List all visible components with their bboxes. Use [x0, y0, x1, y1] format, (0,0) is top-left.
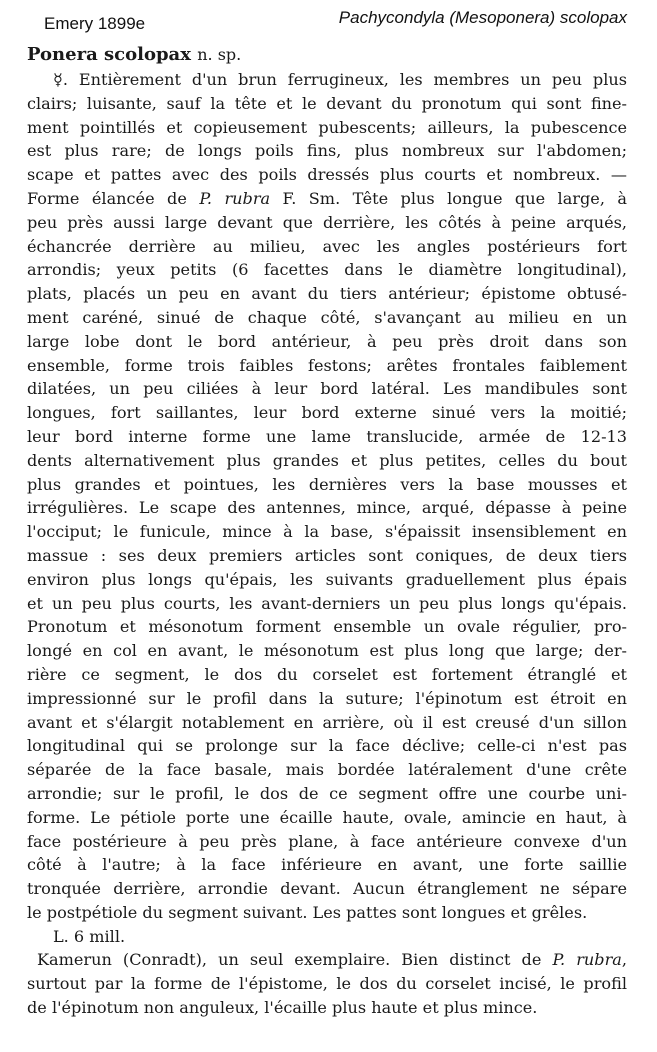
- text-line: ment pointillés et copieusement pubescents; ailleurs, la pubescence: [27, 117, 627, 137]
- text-line: et un peu plus courts, les avant-derniers un peu plus longs qu'épais.: [27, 593, 627, 613]
- description-paragraph: [27, 68, 627, 925]
- text-line: dents alternativement plus grandes et plus petites, celles du bout: [27, 450, 627, 470]
- text-line: tronquée derrière, arrondie devant. Aucun étranglement ne sépare: [27, 879, 627, 899]
- text-line: massue : ses deux premiers articles sont coniques, de deux tiers: [27, 545, 627, 565]
- text-line: plats, placés un peu en avant du tiers antérieur; épistome obtusé-: [27, 284, 627, 304]
- taxon-label: Pachycondyla (Mesoponera) scolopax: [338, 8, 627, 27]
- text-line: large lobe dont le bord antérieur, à peu près droit dans son: [27, 331, 627, 351]
- species-name: Ponera scolopax: [27, 44, 191, 65]
- text-line: échancrée derrière au milieu, avec les angles postérieurs fort: [27, 236, 627, 256]
- text-line: Kamerun (Conradt), un seul exemplaire. Bien distinct de P. rubra,: [37, 950, 627, 970]
- text-line: impressionné sur le profil dans la suture; l'épinotum est étroit en: [27, 688, 627, 708]
- document-body: [27, 42, 627, 1020]
- citation-label: Emery 1899e: [44, 14, 146, 33]
- closing-paragraph: [27, 948, 627, 1019]
- text-line: peu près aussi large devant que derrière, les côtés à peine arqués,: [27, 212, 627, 232]
- text-line: rière ce segment, le dos du corselet est fortement étranglé et: [27, 664, 627, 684]
- species-suffix: n. sp.: [197, 45, 242, 64]
- text-line: Forme élancée de P. rubra F. Sm. Tête plus longue que large, à: [27, 188, 627, 208]
- text-line: avant et s'élargit notablement en arrière, où il est creusé d'un sillon: [27, 712, 627, 732]
- text-line: environ plus longs qu'épais, les suivants graduellement plus épais: [27, 569, 627, 589]
- text-line: de l'épinotum non anguleux, l'écaille plus haute et plus mince.: [27, 998, 538, 1018]
- text-line: forme. Le pétiole porte une écaille haute, ovale, amincie en haut, à: [27, 807, 627, 827]
- text-line: le postpétiole du segment suivant. Les pattes sont longues et grêles.: [27, 902, 588, 922]
- text-line: ment caréné, sinué de chaque côté, s'avançant au milieu en un: [27, 307, 627, 327]
- text-line: arrondis; yeux petits (6 facettes dans le diamètre longitudinal),: [27, 260, 627, 280]
- text-line: ensemble, forme trois faibles festons; arêtes frontales faiblement: [27, 355, 627, 375]
- text-line: longé en col en avant, le mésonotum est plus long que large; der-: [27, 641, 627, 661]
- text-line: séparée de la face basale, mais bordée latéralement d'une crête: [27, 760, 627, 780]
- text-line: côté à l'autre; à la face inférieure en avant, une forte saillie: [27, 855, 627, 875]
- text-line: longues, fort saillantes, leur bord externe sinué vers la moitié;: [27, 403, 627, 423]
- size-line: L. 6 mill.: [53, 926, 126, 946]
- text-line: plus grandes et pointues, les dernières vers la base mousses et: [27, 474, 627, 494]
- text-line: l'occiput; le funicule, mince à la base, s'épaissit insensiblement en: [27, 522, 627, 542]
- species-title: [27, 42, 627, 68]
- text-line: ☿. Entièrement d'un brun ferrugineux, les membres un peu plus: [53, 70, 627, 89]
- text-line: est plus rare; de longs poils fins, plus nombreux sur l'abdomen;: [27, 141, 627, 161]
- page-header: [0, 8, 657, 38]
- text-line: longitudinal qui se prolonge sur la face déclive; celle-ci n'est pas: [27, 736, 627, 756]
- text-line: dilatées, un peu ciliées à leur bord latéral. Les mandibules sont: [27, 379, 627, 399]
- text-line: arrondie; sur le profil, le dos de ce segment offre une courbe uni-: [27, 783, 627, 803]
- text-line: leur bord interne forme une lame translucide, armée de 12-13: [27, 426, 627, 446]
- text-line: scape et pattes avec des poils dressés plus courts et nombreux. —: [27, 165, 627, 185]
- text-line: face postérieure à peu près plane, à face antérieure convexe d'un: [27, 831, 627, 851]
- text-line: irrégulières. Le scape des antennes, mince, arqué, dépasse à peine: [27, 498, 627, 518]
- text-line: Pronotum et mésonotum forment ensemble un ovale régulier, pro-: [27, 617, 627, 637]
- text-line: clairs; luisante, sauf la tête et le devant du pronotum qui sont fine-: [27, 93, 627, 113]
- text-line: surtout par la forme de l'épistome, le dos du corselet incisé, le profil: [27, 974, 627, 994]
